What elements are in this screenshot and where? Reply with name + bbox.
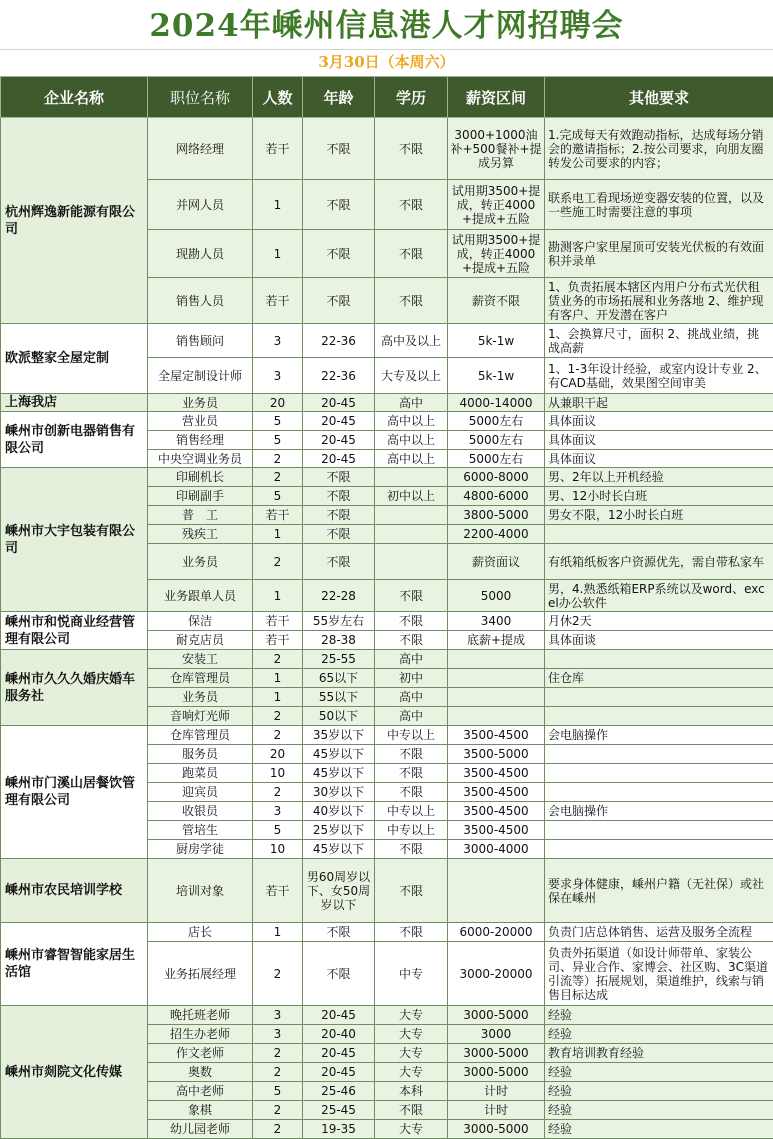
job-position: 高中老师: [148, 1082, 253, 1101]
job-other: 要求身体健康，嵊州户籍（无社保）或社保在嵊州: [545, 859, 773, 923]
job-count: 1: [253, 230, 303, 278]
job-count: 1: [253, 180, 303, 230]
job-salary: 5k-1w: [448, 358, 545, 394]
job-count: 1: [253, 580, 303, 612]
table-row: [1, 612, 773, 631]
job-education: 不限: [375, 840, 448, 859]
job-position: 店长: [148, 923, 253, 942]
job-other: [545, 764, 773, 783]
job-count: 1: [253, 923, 303, 942]
job-other: 经验: [545, 1063, 773, 1082]
job-education: [375, 468, 448, 487]
company-name: 嵊州市和悦商业经营管理有限公司: [1, 612, 148, 650]
job-count: 3: [253, 324, 303, 358]
job-salary: 4800-6000: [448, 487, 545, 506]
job-count: 1: [253, 525, 303, 544]
job-salary: [448, 859, 545, 923]
job-education: 不限: [375, 230, 448, 278]
job-position: 网络经理: [148, 118, 253, 180]
job-education: [375, 506, 448, 525]
job-count: 20: [253, 394, 303, 412]
job-education: 高中及以上: [375, 324, 448, 358]
job-salary: 3000-5000: [448, 1063, 545, 1082]
job-count: 3: [253, 802, 303, 821]
job-education: 大专: [375, 1044, 448, 1063]
job-salary: 3000+1000油补+500餐补+提成另算: [448, 118, 545, 180]
job-other: 具体面议: [545, 412, 773, 431]
job-age: 55岁左右: [303, 612, 375, 631]
job-education: 高中: [375, 650, 448, 669]
job-age: 20-45: [303, 450, 375, 468]
job-salary: [448, 707, 545, 726]
job-other: 教育培训教育经验: [545, 1044, 773, 1063]
job-position: 印刷机长: [148, 468, 253, 487]
job-other: 具体面谈: [545, 631, 773, 650]
job-age: 22-36: [303, 324, 375, 358]
job-count: 1: [253, 688, 303, 707]
job-education: 不限: [375, 923, 448, 942]
job-age: 20-45: [303, 431, 375, 450]
job-education: 不限: [375, 783, 448, 802]
job-education: 高中以上: [375, 450, 448, 468]
job-count: 5: [253, 487, 303, 506]
page-title: 2024年嵊州信息港人才网招聘会: [0, 0, 773, 50]
job-education: 高中以上: [375, 431, 448, 450]
job-count: 3: [253, 1025, 303, 1044]
job-count: 2: [253, 1063, 303, 1082]
job-salary: 6000-20000: [448, 923, 545, 942]
job-salary: 3500-4500: [448, 783, 545, 802]
table-row: [1, 412, 773, 431]
company-name: 杭州辉逸新能源有限公司: [1, 118, 148, 324]
job-count: 若干: [253, 118, 303, 180]
job-salary: 3000-5000: [448, 1006, 545, 1025]
job-age: 40岁以下: [303, 802, 375, 821]
job-other: 会电脑操作: [545, 726, 773, 745]
company-name: 嵊州市创新电器销售有限公司: [1, 412, 148, 468]
job-count: 若干: [253, 859, 303, 923]
job-position: 业务员: [148, 544, 253, 580]
job-table-body: [1, 118, 773, 1139]
job-education: 不限: [375, 631, 448, 650]
job-position: 作文老师: [148, 1044, 253, 1063]
job-other: 从兼职干起: [545, 394, 773, 412]
job-education: 不限: [375, 278, 448, 324]
job-salary: 3500-5000: [448, 745, 545, 764]
job-count: 10: [253, 840, 303, 859]
job-age: 不限: [303, 118, 375, 180]
job-count: 20: [253, 745, 303, 764]
job-other: 负责外拓渠道（如设计师带单、家装公司、异业合作、家博会、社区购、3C渠道引流等）拓展规划，渠道维护，线索与销售目标达成: [545, 942, 773, 1006]
job-other: 有纸箱纸板客户资源优先，需自带私家车: [545, 544, 773, 580]
job-other: 男、12小时长白班: [545, 487, 773, 506]
job-age: 45岁以下: [303, 840, 375, 859]
job-position: 培训对象: [148, 859, 253, 923]
job-age: 45岁以下: [303, 764, 375, 783]
table-row: [1, 726, 773, 745]
company-name: 嵊州市大宇包装有限公司: [1, 468, 148, 612]
job-education: [375, 525, 448, 544]
job-count: 5: [253, 821, 303, 840]
job-position: 保洁: [148, 612, 253, 631]
job-position: 象棋: [148, 1101, 253, 1120]
job-position: 安装工: [148, 650, 253, 669]
job-position: 耐克店员: [148, 631, 253, 650]
job-education: 中专以上: [375, 821, 448, 840]
job-position: 销售经理: [148, 431, 253, 450]
job-education: 本科: [375, 1082, 448, 1101]
job-position: 服务员: [148, 745, 253, 764]
company-name: 嵊州市剡院文化传媒: [1, 1006, 148, 1139]
job-position: 晚托班老师: [148, 1006, 253, 1025]
job-education: 大专: [375, 1006, 448, 1025]
job-education: 大专: [375, 1025, 448, 1044]
job-count: 10: [253, 764, 303, 783]
job-salary: 3500-4500: [448, 802, 545, 821]
job-position: 中央空调业务员: [148, 450, 253, 468]
job-other: 1、1-3年设计经验，或室内设计专业 2、有CAD基础，效果图空间审美: [545, 358, 773, 394]
header-position: 职位名称: [148, 77, 253, 118]
job-salary: 5000左右: [448, 431, 545, 450]
job-salary: [448, 669, 545, 688]
job-position: 销售人员: [148, 278, 253, 324]
job-other: [545, 707, 773, 726]
job-education: 大专: [375, 1063, 448, 1082]
header-company: 企业名称: [1, 77, 148, 118]
job-education: 初中: [375, 669, 448, 688]
job-salary: 3000-5000: [448, 1044, 545, 1063]
table-row: [1, 324, 773, 358]
job-other: 月休2天: [545, 612, 773, 631]
company-name: 嵊州市农民培训学校: [1, 859, 148, 923]
job-salary: 5000: [448, 580, 545, 612]
job-other: [545, 821, 773, 840]
job-count: 2: [253, 1120, 303, 1139]
job-age: 不限: [303, 180, 375, 230]
job-count: 2: [253, 942, 303, 1006]
job-count: 2: [253, 726, 303, 745]
table-row: [1, 118, 773, 180]
job-education: 不限: [375, 580, 448, 612]
job-position: 跑菜员: [148, 764, 253, 783]
header-row: [1, 77, 773, 118]
job-other: 负责门店总体销售、运营及服务全流程: [545, 923, 773, 942]
job-count: 2: [253, 468, 303, 487]
job-age: 22-36: [303, 358, 375, 394]
job-education: 不限: [375, 180, 448, 230]
job-age: 不限: [303, 525, 375, 544]
job-count: 2: [253, 1101, 303, 1120]
job-salary: 5000左右: [448, 412, 545, 431]
job-position: 收银员: [148, 802, 253, 821]
page-subtitle: 3月30日（本周六）: [0, 50, 773, 76]
job-age: 55以下: [303, 688, 375, 707]
job-age: 不限: [303, 942, 375, 1006]
job-count: 3: [253, 358, 303, 394]
job-salary: 3500-4500: [448, 726, 545, 745]
job-age: 25-46: [303, 1082, 375, 1101]
job-count: 若干: [253, 506, 303, 525]
job-position: 现勘人员: [148, 230, 253, 278]
job-salary: 3000: [448, 1025, 545, 1044]
job-count: 2: [253, 544, 303, 580]
job-age: 不限: [303, 278, 375, 324]
job-other: 1.完成每天有效跑动指标，达成每场分销会的邀请指标；2.按公司要求，向朋友圈转发公司要求的内容；: [545, 118, 773, 180]
job-salary: 计时: [448, 1082, 545, 1101]
job-other: [545, 650, 773, 669]
job-count: 2: [253, 783, 303, 802]
table-row: [1, 859, 773, 923]
job-other: [545, 840, 773, 859]
table-row: [1, 650, 773, 669]
header-salary: 薪资区间: [448, 77, 545, 118]
job-age: 22-28: [303, 580, 375, 612]
job-age: 不限: [303, 468, 375, 487]
company-name: 嵊州市睿智智能家居生活馆: [1, 923, 148, 1006]
job-age: 20-40: [303, 1025, 375, 1044]
table-row: [1, 923, 773, 942]
job-position: 奥数: [148, 1063, 253, 1082]
job-position: 普 工: [148, 506, 253, 525]
table-row: [1, 394, 773, 412]
job-position: 业务员: [148, 394, 253, 412]
job-count: 2: [253, 450, 303, 468]
header-age: 年龄: [303, 77, 375, 118]
job-education: 不限: [375, 745, 448, 764]
job-salary: 试用期3500+提成，转正4000+提成+五险: [448, 180, 545, 230]
job-position: 销售顾问: [148, 324, 253, 358]
job-education: [375, 544, 448, 580]
job-position: 业务跟单人员: [148, 580, 253, 612]
job-age: 不限: [303, 544, 375, 580]
job-salary: 2200-4000: [448, 525, 545, 544]
job-education: 不限: [375, 118, 448, 180]
job-other: 经验: [545, 1006, 773, 1025]
company-name: 上海我店: [1, 394, 148, 412]
job-salary: 薪资不限: [448, 278, 545, 324]
job-education: 初中以上: [375, 487, 448, 506]
job-age: 不限: [303, 923, 375, 942]
job-age: 50以下: [303, 707, 375, 726]
job-age: 65以下: [303, 669, 375, 688]
job-count: 若干: [253, 612, 303, 631]
job-age: 35岁以下: [303, 726, 375, 745]
job-age: 20-45: [303, 1044, 375, 1063]
job-count: 2: [253, 650, 303, 669]
job-other: 具体面议: [545, 450, 773, 468]
job-other: 经验: [545, 1025, 773, 1044]
job-other: 具体面议: [545, 431, 773, 450]
job-age: 28-38: [303, 631, 375, 650]
job-count: 若干: [253, 631, 303, 650]
job-salary: 5000左右: [448, 450, 545, 468]
job-other: 男，4.熟悉纸箱ERP系统以及word、excel办公软件: [545, 580, 773, 612]
job-education: 大专: [375, 1120, 448, 1139]
job-age: 45岁以下: [303, 745, 375, 764]
job-other: [545, 745, 773, 764]
job-count: 若干: [253, 278, 303, 324]
job-other: [545, 783, 773, 802]
job-other: 联系电工看现场逆变器安装的位置，以及一些施工时需要注意的事项: [545, 180, 773, 230]
job-education: 不限: [375, 1101, 448, 1120]
job-other: 勘测客户家里屋顶可安装光伏板的有效面积并录单: [545, 230, 773, 278]
job-education: 高中: [375, 688, 448, 707]
job-position: 仓库管理员: [148, 726, 253, 745]
job-position: 全屋定制设计师: [148, 358, 253, 394]
job-education: 大专及以上: [375, 358, 448, 394]
job-other: 男、2年以上开机经验: [545, 468, 773, 487]
job-education: 高中: [375, 707, 448, 726]
job-salary: 试用期3500+提成，转正4000+提成+五险: [448, 230, 545, 278]
job-salary: 6000-8000: [448, 468, 545, 487]
job-position: 厨房学徒: [148, 840, 253, 859]
job-age: 20-45: [303, 412, 375, 431]
job-position: 幼儿园老师: [148, 1120, 253, 1139]
job-age: 不限: [303, 487, 375, 506]
job-education: 中专: [375, 942, 448, 1006]
job-age: 20-45: [303, 394, 375, 412]
job-education: 高中: [375, 394, 448, 412]
job-position: 仓库管理员: [148, 669, 253, 688]
job-position: 迎宾员: [148, 783, 253, 802]
job-count: 3: [253, 1006, 303, 1025]
job-age: 男60周岁以下、女50周岁以下: [303, 859, 375, 923]
job-age: 19-35: [303, 1120, 375, 1139]
job-other: 住仓库: [545, 669, 773, 688]
header-other: 其他要求: [545, 77, 773, 118]
job-age: 20-45: [303, 1006, 375, 1025]
job-count: 5: [253, 431, 303, 450]
job-position: 印刷副手: [148, 487, 253, 506]
job-other: 经验: [545, 1082, 773, 1101]
job-salary: 底薪+提成: [448, 631, 545, 650]
job-education: 中专以上: [375, 726, 448, 745]
job-age: 25岁以下: [303, 821, 375, 840]
job-other: [545, 525, 773, 544]
job-salary: 3000-20000: [448, 942, 545, 1006]
job-other: 1、会换算尺寸，面积 2、挑战业绩，挑战高薪: [545, 324, 773, 358]
job-salary: 薪资面议: [448, 544, 545, 580]
table-row: [1, 468, 773, 487]
job-other: 男女不限，12小时长白班: [545, 506, 773, 525]
header-count: 人数: [253, 77, 303, 118]
company-name: 欧派整家全屋定制: [1, 324, 148, 394]
job-position: 残疾工: [148, 525, 253, 544]
job-other: [545, 688, 773, 707]
job-position: 管培生: [148, 821, 253, 840]
company-name: 嵊州市久久久婚庆婚车服务社: [1, 650, 148, 726]
job-other: 经验: [545, 1101, 773, 1120]
job-salary: 3800-5000: [448, 506, 545, 525]
job-position: 招生办老师: [148, 1025, 253, 1044]
job-salary: [448, 688, 545, 707]
job-education: 高中以上: [375, 412, 448, 431]
job-age: 不限: [303, 230, 375, 278]
company-name: 嵊州市门溪山居餐饮管理有限公司: [1, 726, 148, 859]
job-education: 不限: [375, 764, 448, 783]
job-salary: [448, 650, 545, 669]
job-other: 会电脑操作: [545, 802, 773, 821]
job-count: 5: [253, 412, 303, 431]
job-age: 30岁以下: [303, 783, 375, 802]
header-education: 学历: [375, 77, 448, 118]
job-count: 5: [253, 1082, 303, 1101]
job-salary: 3500-4500: [448, 821, 545, 840]
job-age: 20-45: [303, 1063, 375, 1082]
job-age: 25-55: [303, 650, 375, 669]
job-salary: 5k-1w: [448, 324, 545, 358]
job-count: 1: [253, 669, 303, 688]
job-other: 经验: [545, 1120, 773, 1139]
job-position: 音响灯光师: [148, 707, 253, 726]
job-salary: 3500-4500: [448, 764, 545, 783]
job-salary: 3000-5000: [448, 1120, 545, 1139]
job-age: 不限: [303, 506, 375, 525]
job-age: 25-45: [303, 1101, 375, 1120]
job-salary: 3000-4000: [448, 840, 545, 859]
job-count: 2: [253, 707, 303, 726]
job-position: 并网人员: [148, 180, 253, 230]
job-education: 不限: [375, 859, 448, 923]
job-salary: 4000-14000: [448, 394, 545, 412]
job-position: 业务拓展经理: [148, 942, 253, 1006]
job-table: [0, 76, 773, 1139]
job-position: 业务员: [148, 688, 253, 707]
job-salary: 计时: [448, 1101, 545, 1120]
job-education: 不限: [375, 612, 448, 631]
table-row: [1, 1006, 773, 1025]
job-other: 1、负责拓展本辖区内用户分布式光伏租赁业务的市场拓展和业务落地 2、维护现有客户、开发潜在客户: [545, 278, 773, 324]
job-education: 中专以上: [375, 802, 448, 821]
job-count: 2: [253, 1044, 303, 1063]
job-salary: 3400: [448, 612, 545, 631]
job-position: 营业员: [148, 412, 253, 431]
